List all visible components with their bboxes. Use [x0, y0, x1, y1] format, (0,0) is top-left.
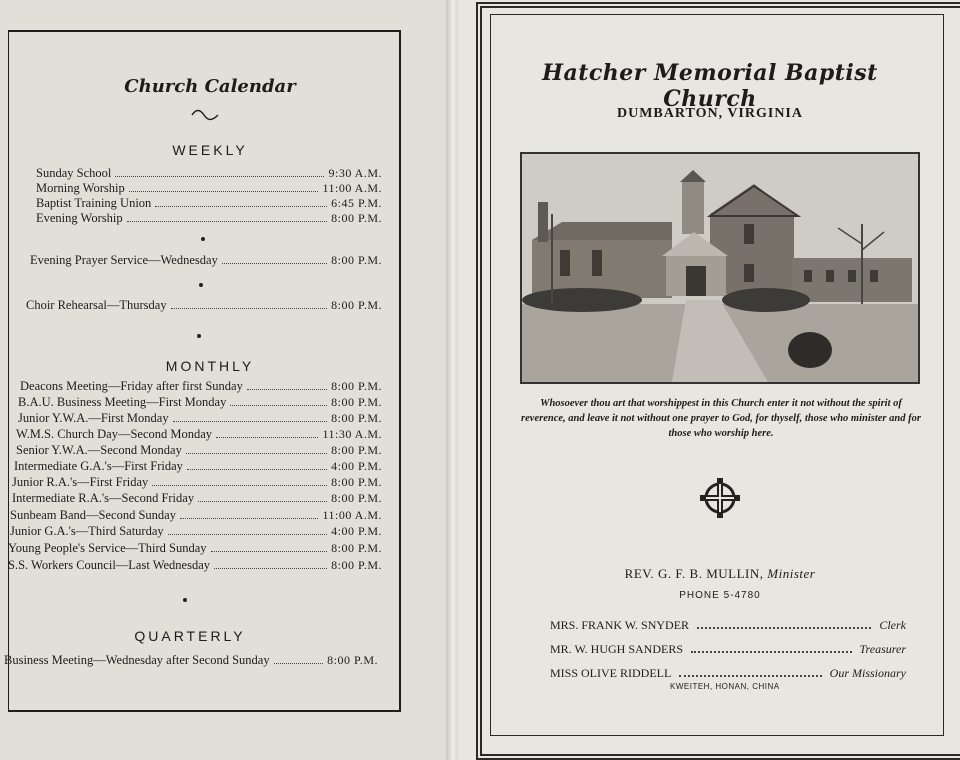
missionary-location: KWEITEH, HONAN, CHINA: [670, 682, 780, 691]
calendar-title: Church Calendar: [124, 76, 296, 97]
weekly-row: Sunday School 9:30 A.M.: [36, 166, 382, 180]
monthly-row: Sunbeam Band—Second Sunday 11:00 A.M.: [10, 508, 382, 522]
church-location: DUMBARTON, VIRGINIA: [616, 106, 803, 121]
weekly-heading: WEEKLY: [172, 142, 248, 158]
weekly-row: Baptist Training Union 6:45 P.M.: [36, 196, 382, 210]
cross-emblem-icon: [698, 476, 742, 520]
church-building-illustration: [522, 154, 918, 382]
phone-number: PHONE 5-4780: [679, 590, 761, 601]
weekly-row: Morning Worship 11:00 A.M.: [36, 181, 382, 195]
monthly-row: Junior R.A.'s—First Friday 8:00 P.M.: [12, 475, 382, 489]
monthly-row: Senior Y.W.A.—Second Monday 8:00 P.M.: [16, 443, 382, 457]
minister-name: REV. G. F. B. MULLIN,: [624, 566, 764, 581]
dedication-verse: Whosoever thou art that worshippest in this Church enter it not without the spirit of reverence, and leave it not without one prayer to God, for thyself, those who minister and for those who worship here.: [521, 398, 921, 439]
monthly-row: Junior Y.W.A.—First Monday 8:00 P.M.: [18, 411, 382, 425]
divider-bullet: [197, 334, 201, 338]
monthly-row: Junior G.A.'s—Third Saturday 4:00 P.M.: [10, 524, 382, 538]
monthly-heading: MONTHLY: [165, 358, 255, 374]
flourish-ornament: [190, 108, 220, 122]
church-photo: [520, 152, 920, 384]
divider-bullet: [199, 283, 203, 287]
monthly-row: W.M.S. Church Day—Second Monday 11:30 A.M.: [16, 427, 382, 441]
monthly-row: Intermediate G.A.'s—First Friday 4:00 P.M.: [14, 459, 382, 473]
page-fold: [446, 0, 458, 760]
choir-row: Choir Rehearsal—Thursday 8:00 P.M.: [26, 298, 382, 312]
divider-bullet: [201, 237, 205, 241]
officer-row: MISS OLIVE RIDDELL Our Missionary: [550, 666, 906, 680]
quarterly-heading: QUARTERLY: [134, 628, 246, 644]
evening-prayer-row: Evening Prayer Service—Wednesday 8:00 P.M.: [30, 253, 382, 267]
church-name: Hatcher Memorial Baptist Church: [542, 60, 878, 112]
officer-row: MRS. FRANK W. SNYDER Clerk: [550, 618, 906, 632]
monthly-row: S.S. Workers Council—Last Wednesday 8:00 P.M.: [8, 558, 382, 572]
minister-line: [560, 566, 880, 582]
monthly-row: Young People's Service—Third Sunday 8:00 P.M.: [8, 541, 382, 555]
monthly-row: Deacons Meeting—Friday after first Sunday 8:00 P.M.: [20, 379, 382, 393]
officer-row: MR. W. HUGH SANDERS Treasurer: [550, 642, 906, 656]
quarterly-row: Business Meeting—Wednesday after Second Sunday 8:00 P.M.: [4, 653, 378, 667]
monthly-row: Intermediate R.A.'s—Second Friday 8:00 P.M.: [12, 491, 382, 505]
divider-bullet: [183, 598, 187, 602]
minister-title: Minister: [767, 566, 816, 581]
weekly-row: Evening Worship 8:00 P.M.: [36, 211, 382, 225]
monthly-row: B.A.U. Business Meeting—First Monday 8:00 P.M.: [18, 395, 382, 409]
